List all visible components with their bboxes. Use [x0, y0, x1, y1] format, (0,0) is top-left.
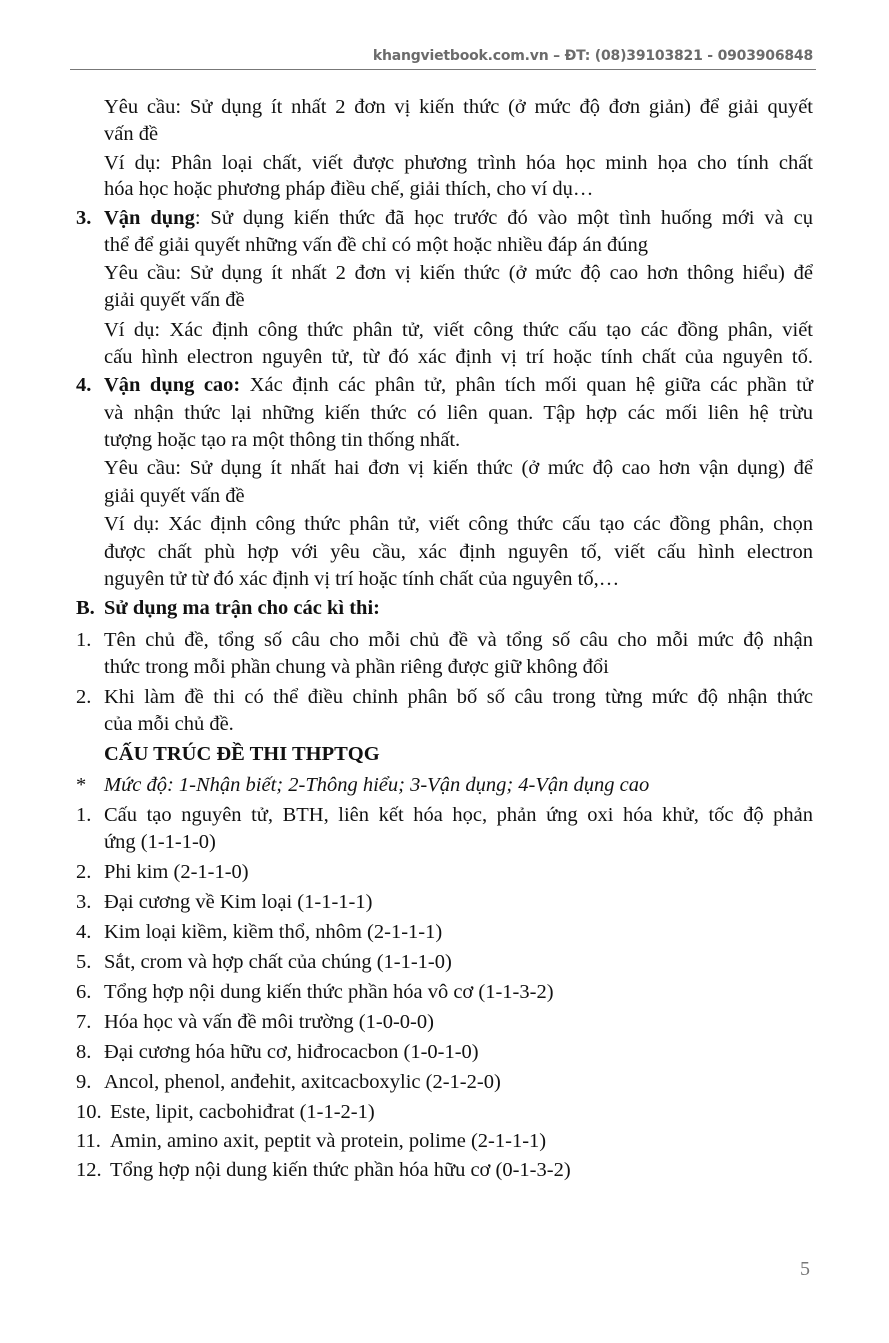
line-text: : Sử dụng kiến thức đã học trước đó vào một tình huống mới và cụ: [194, 207, 813, 229]
text-line: [104, 204, 813, 232]
line-text: hóa học hoặc phương pháp điều chế, giải thích, cho ví dụ…: [104, 178, 594, 200]
line-text: Xác định các phân tử, phân tích mối quan hệ giữa các phần tử: [240, 374, 814, 396]
list-marker: B.: [76, 597, 95, 619]
line-text: tượng hoặc tạo ra một thông tin thống nhất.: [104, 429, 461, 451]
line-text: Đại cương về Kim loại (1-1-1-1): [104, 891, 373, 913]
header-rule: [70, 69, 816, 70]
text-line: [104, 710, 234, 738]
text-line: [104, 1008, 434, 1036]
text-line: [104, 1038, 479, 1066]
text-line: [104, 801, 813, 829]
text-line: [104, 653, 609, 681]
list-marker: 8.: [76, 1041, 92, 1063]
line-text: Yêu cầu: Sử dụng ít nhất 2 đơn vị kiến thức (ở mức độ cao hơn thông hiểu) để: [104, 262, 813, 284]
list-marker: *: [76, 774, 87, 796]
text-line: [104, 626, 813, 654]
text-line: [104, 828, 216, 856]
line-text: Ancol, phenol, anđehit, axitcacboxylic (2-1-2-0): [104, 1071, 501, 1093]
line-text: Ví dụ: Xác định công thức phân tử, viết công thức cấu tạo các đồng phân, chọn: [104, 513, 813, 535]
line-text: ứng (1-1-1-0): [104, 831, 216, 853]
line-text: Đại cương hóa hữu cơ, hiđrocacbon (1-0-1-0): [104, 1041, 479, 1063]
list-marker: 4.: [76, 374, 92, 396]
text-line: [104, 1068, 501, 1096]
text-line: [104, 93, 813, 121]
text-line: [104, 259, 813, 287]
list-marker: 5.: [76, 951, 92, 973]
page-header: khangvietbook.com.vn – ĐT: (08)39103821 - 0903906848: [372, 48, 813, 64]
list-marker: 2.: [76, 861, 92, 883]
line-text: Sắt, crom và hợp chất của chúng (1-1-1-0): [104, 951, 452, 973]
line-text: Khi làm đề thi có thể điều chỉnh phân bố số câu trong từng mức độ nhận thức: [104, 686, 813, 708]
text-line: [104, 858, 249, 886]
text-line: [104, 510, 813, 538]
text-line: [104, 771, 649, 799]
text-line: [104, 594, 380, 622]
line-text: Cấu tạo nguyên tử, BTH, liên kết hóa học, phản ứng oxi hóa khử, tốc độ phản: [104, 804, 813, 826]
text-line: [104, 343, 813, 371]
list-marker: 2.: [76, 686, 92, 708]
text-line: [104, 538, 813, 566]
list-marker: 9.: [76, 1071, 92, 1093]
text-line: [110, 1098, 375, 1126]
list-marker: 11.: [76, 1130, 101, 1152]
line-text: của mỗi chủ đề.: [104, 713, 234, 735]
line-text: Ví dụ: Xác định công thức phân tử, viết công thức cấu tạo các đồng phân, viết: [104, 319, 813, 341]
line-text: Hóa học và vấn đề môi trường (1-0-0-0): [104, 1011, 434, 1033]
line-text: Ví dụ: Phân loại chất, viết được phương trình hóa học minh họa cho tính chất: [104, 152, 813, 174]
line-text: Tổng hợp nội dung kiến thức phần hóa vô cơ (1-1-3-2): [104, 981, 554, 1003]
line-text: thức trong mỗi phần chung và phần riêng được giữ không đổi: [104, 656, 609, 678]
text-line: [104, 231, 648, 259]
text-line: [104, 888, 372, 916]
text-line: [104, 565, 619, 593]
list-marker: 10.: [76, 1101, 102, 1123]
text-line: [104, 371, 813, 399]
list-marker: 4.: [76, 921, 92, 943]
line-text: Phi kim (2-1-1-0): [104, 861, 249, 883]
list-marker: 3.: [76, 207, 92, 229]
list-marker: 1.: [76, 629, 92, 651]
line-text: được chất phù hợp với yêu cầu, xác định nguyên tố, viết cấu hình electron: [104, 541, 813, 563]
line-text: Yêu cầu: Sử dụng ít nhất hai đơn vị kiến thức (ở mức độ cao hơn vận dụng) để: [104, 457, 813, 479]
list-marker: 7.: [76, 1011, 92, 1033]
text-line: [104, 120, 158, 148]
line-text: và nhận thức lại những kiến thức có liên quan. Tập hợp các mối liên hệ trừu: [104, 402, 813, 424]
line-text: Kim loại kiềm, kiềm thổ, nhôm (2-1-1-1): [104, 921, 443, 943]
text-line: [104, 286, 245, 314]
text-line: [104, 683, 813, 711]
line-text: giải quyết vấn đề: [104, 289, 245, 311]
text-line: [104, 918, 442, 946]
line-text: Tổng hợp nội dung kiến thức phần hóa hữu cơ (0-1-3-2): [110, 1159, 571, 1181]
text-line: [104, 175, 593, 203]
line-text: thể để giải quyết những vấn đề chỉ có một hoặc nhiều đáp án đúng: [104, 234, 648, 256]
line-text: nguyên tử từ đó xác định vị trí hoặc tính chất của nguyên tố,…: [104, 568, 620, 590]
line-text: giải quyết vấn đề: [104, 485, 245, 507]
page-number: 5: [800, 1258, 810, 1280]
text-line: [104, 948, 452, 976]
line-text: vấn đề: [104, 123, 159, 145]
list-marker: 1.: [76, 804, 92, 826]
list-marker: 6.: [76, 981, 92, 1003]
list-marker: 12.: [76, 1159, 102, 1181]
text-line: [110, 1156, 571, 1184]
bold-term: Vận dụng: [104, 207, 195, 229]
line-text: Amin, amino axit, peptit và protein, polime (2-1-1-1): [110, 1130, 547, 1152]
text-line: [104, 740, 380, 768]
line-text: Yêu cầu: Sử dụng ít nhất 2 đơn vị kiến thức (ở mức độ đơn giản) để giải quyết: [104, 96, 813, 118]
line-text: Mức độ: 1-Nhận biết; 2-Thông hiểu; 3-Vận dụng; 4-Vận dụng cao: [104, 774, 650, 796]
line-text: cấu hình electron nguyên tử, từ đó xác định vị trí hoặc tính chất của nguyên tố.: [104, 346, 813, 368]
text-line: [104, 454, 813, 482]
text-line: [104, 482, 245, 510]
text-line: [104, 316, 813, 344]
text-line: [104, 149, 813, 177]
bold-term: Vận dụng cao:: [104, 374, 241, 396]
text-line: [110, 1127, 546, 1155]
line-text: Este, lipit, cacbohiđrat (1-1-2-1): [110, 1101, 375, 1123]
bold-term: Sử dụng ma trận cho các kì thi:: [104, 597, 380, 619]
list-marker: 3.: [76, 891, 92, 913]
line-text: Tên chủ đề, tổng số câu cho mỗi chủ đề và tổng số câu cho mỗi mức độ nhận: [104, 629, 813, 651]
text-line: [104, 399, 813, 427]
bold-term: CẤU TRÚC ĐỀ THI THPTQG: [104, 743, 380, 765]
text-line: [104, 426, 460, 454]
text-line: [104, 978, 554, 1006]
